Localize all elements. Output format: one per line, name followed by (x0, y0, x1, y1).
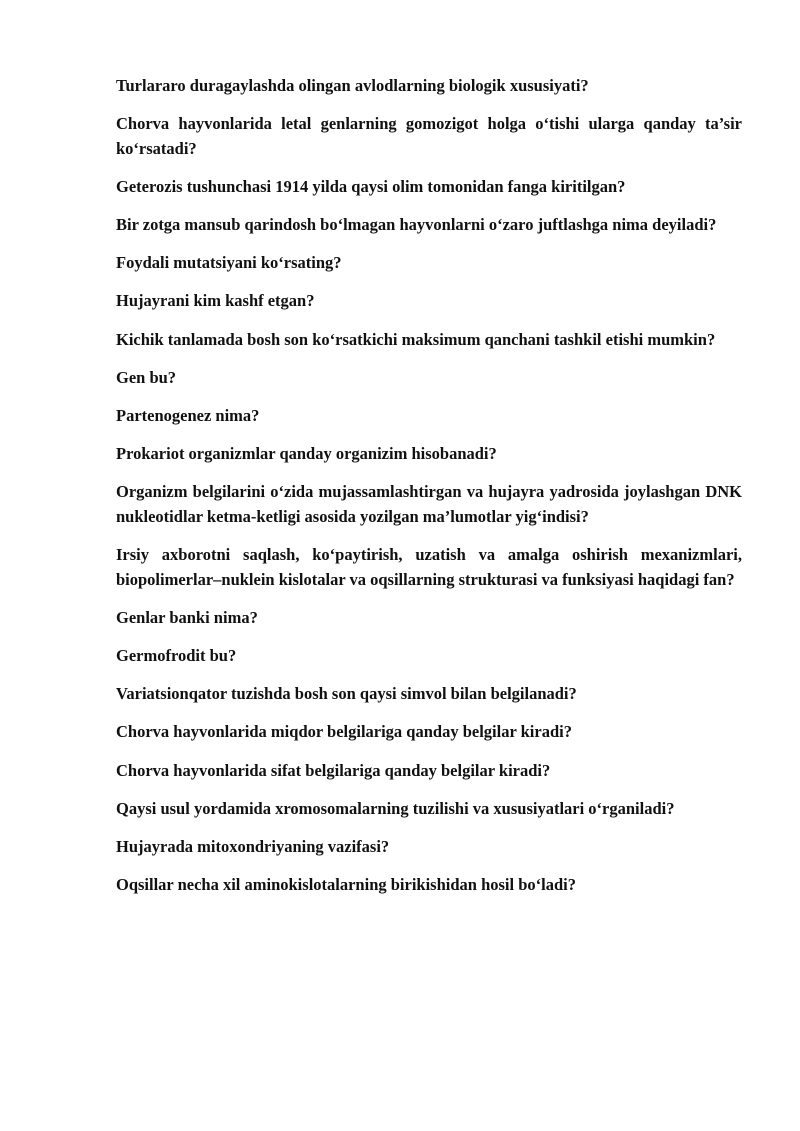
question-item: Germofrodit bu? (116, 645, 237, 665)
question-item: Foydali mutatsiyani ko‘rsating? (116, 253, 342, 273)
question-item: Turlararo duragaylashda olingan avlodlarning biologik xususiyati? (116, 76, 589, 95)
question-item: Chorva hayvonlarida miqdor belgilariga qanday belgilar kiradi? (116, 722, 572, 742)
question-item: Chorva hayvonlarida sifat belgilariga qanday belgilar kiradi? (116, 760, 551, 780)
question-item: Variatsionqator tuzishda bosh son qaysi simvol bilan belgilanadi? (116, 684, 577, 704)
question-item: Geterozis tushunchasi 1914 yilda qaysi olim tomonidan fanga kiritilgan? (116, 176, 626, 196)
question-item: Oqsillar necha xil aminokislotalarning birikishidan hosil bo‘ladi? (116, 875, 576, 895)
question-item: Qaysi usul yordamida xromosomalarning tuzilishi va xususiyatlari o‘rganiladi? (116, 798, 675, 818)
question-item: Irsiy axborotni saqlash, ko‘paytirish, uzatish va amalga oshirish mexanizmlari, biopolimerlar–nuklein kislotalar va oqsillarning strukturasi va funksiyasi haqidagi fan? (116, 545, 742, 589)
question-item: Gen bu? (116, 367, 177, 387)
question-item: Genlar banki nima? (116, 607, 258, 627)
question-item: Partenogenez nima? (116, 406, 260, 425)
question-item: Hujayrada mitoxondriyaning vazifasi? (116, 836, 390, 856)
question-list (116, 74, 742, 911)
question-item: Hujayrani kim kashf etgan? (116, 291, 315, 311)
question-item: Kichik tanlamada bosh son ko‘rsatkichi maksimum qanchani tashkil etishi mumkin? (116, 329, 716, 349)
question-item: Organizm belgilarini o‘zida mujassamlashtirgan va hujayra yadrosida joylashgan DNK nukleotidlar ketma-ketligi asosida yozilgan ma’lumotlar yig‘indisi? (116, 482, 742, 526)
question-item: Bir zotga mansub qarindosh bo‘lmagan hayvonlarni o‘zaro juftlashga nima deyiladi? (116, 215, 717, 235)
question-item: Prokariot organizmlar qanday organizim hisobanadi? (116, 444, 497, 464)
question-item: Chorva hayvonlarida letal genlarning gomozigot holga o‘tishi ularga qanday ta’sir ko‘rsatadi? (116, 114, 742, 158)
